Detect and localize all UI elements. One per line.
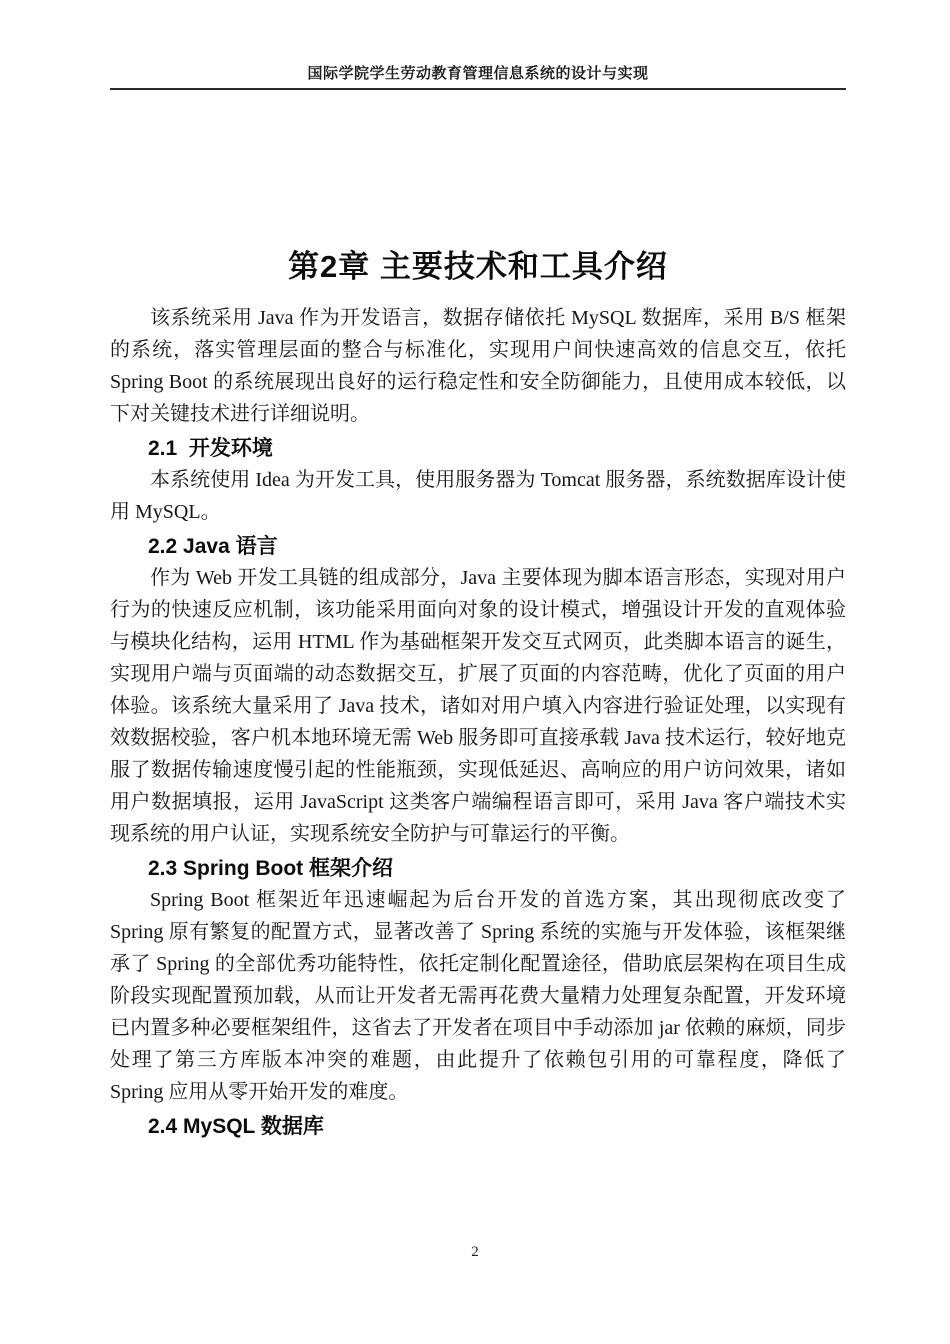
page-content — [110, 246, 846, 1142]
section-heading-2-3: 2.3 Spring Boot 框架介绍 — [148, 857, 394, 880]
section-body-2-3: Spring Boot 框架近年迅速崛起为后台开发的首选方案，其出现彻底改变了 Spring 原有繁复的配置方式，显著改善了 Spring 系统的实施与开发体验，该框架继承了 Spring 的全部优秀功能特性，依托定制化配置途径，借助底层架构在项目生成阶段实现配置预加载，从而让开发者无需再花费大量精力处理复杂配置，开发环境已内置多种必要框架组件，这省去了开发者在项目中手动添加 jar 依赖的麻烦，同步处理了第三方库版本冲突的难题，由此提升了依赖包引用的可靠程度，降低了 Spring 应用从零开始开发的难度。 — [110, 889, 846, 1103]
running-header-title: 国际学院学生劳动教育管理信息系统的设计与实现 — [307, 65, 649, 82]
page-number: 2 — [471, 1244, 479, 1260]
chapter-title: 第2章 主要技术和工具介绍 — [288, 249, 668, 284]
section-heading-2-1: 2.1 开发环境 — [148, 437, 273, 460]
section-body-2-1: 本系统使用 Idea 为开发工具，使用服务器为 Tomcat 服务器，系统数据库设计使用 MySQL。 — [110, 469, 846, 523]
section-body-2-2: 作为 Web 开发工具链的组成部分，Java 主要体现为脚本语言形态，实现对用户行为的快速反应机制，该功能采用面向对象的设计模式，增强设计开发的直观体验与模块化结构，运用 HTML 作为基础框架开发交互式网页，此类脚本语言的诞生，实现用户端与页面端的动态数据交互，扩展了页面的内容范畴，优化了页面的用户体验。该系统大量采用了 Java 技术，诸如对用户填入内容进行验证处理，以实现有效数据校验，客户机本地环境无需 Web 服务即可直接承载 Java 技术运行，较好地克服了数据传输速度慢引起的性能瓶颈，实现低延迟、高响应的用户访问效果，诸如用户数据填报，运用 JavaScript 这类客户端编程语言即可，采用 Java 客户端技术实现系统的用户认证，实现系统安全防护与可靠运行的平衡。 — [110, 567, 846, 845]
page-header — [110, 62, 846, 90]
section-heading-2-4: 2.4 MySQL 数据库 — [148, 1115, 324, 1138]
chapter-intro-paragraph: 该系统采用 Java 作为开发语言，数据存储依托 MySQL 数据库，采用 B/S 框架的系统，落实管理层面的整合与标准化，实现用户间快速高效的信息交互，依托 Spring Boot 的系统展现出良好的运行稳定性和安全防御能力，且使用成本较低，以下对关键技术进行详细说明。 — [110, 307, 846, 425]
section-heading-2-2: 2.2 Java 语言 — [148, 535, 278, 558]
page-footer — [0, 1244, 950, 1261]
